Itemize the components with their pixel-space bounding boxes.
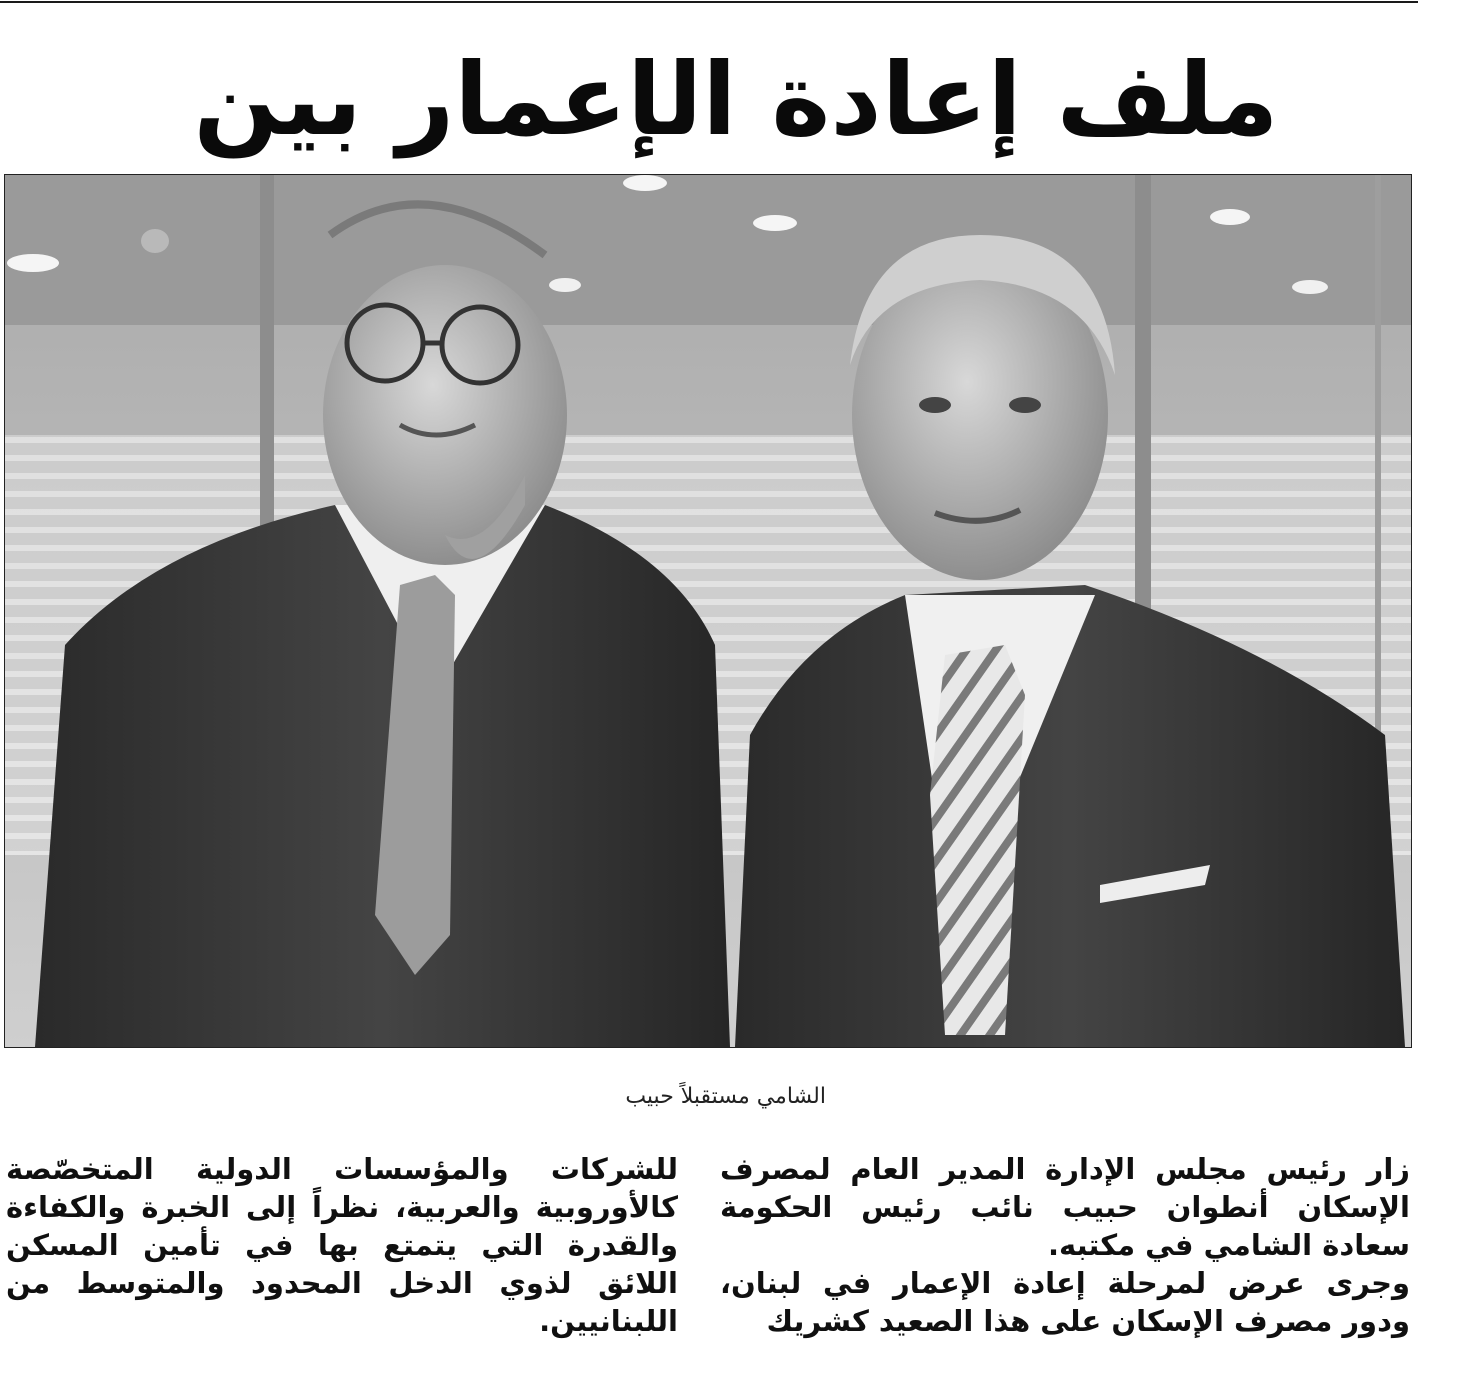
photo-two-men-icon bbox=[5, 175, 1411, 1047]
article-column-left bbox=[6, 1150, 678, 1370]
article-paragraph: زار رئيس مجلس الإدارة المدير العام لمصرف الإسكان أنطوان حبيب نائب رئيس الحكومة سعادة الشامي في مكتبه. bbox=[720, 1152, 1410, 1262]
article-paragraph: وجرى عرض لمرحلة إعادة الإعمار في لبنان، ودور مصرف الإسكان على هذا الصعيد كشريك bbox=[720, 1266, 1410, 1338]
article-paragraph: للشركات والمؤسسات الدولية المتخصّصة كالأوروبية والعربية، نظراً إلى الخبرة والكفاءة والقدرة التي يتمتع بها في تأمين المسكن اللائق لذوي الدخل المحدود والمتوسط من اللبنانيين. bbox=[6, 1152, 678, 1338]
article-column-right bbox=[720, 1150, 1410, 1370]
photo-caption: الشامي مستقبلاً حبيب bbox=[625, 1084, 826, 1109]
top-rule bbox=[0, 1, 1418, 3]
headline: ملف إعادة الإعمار بين bbox=[193, 41, 1279, 158]
news-photo bbox=[4, 174, 1412, 1048]
